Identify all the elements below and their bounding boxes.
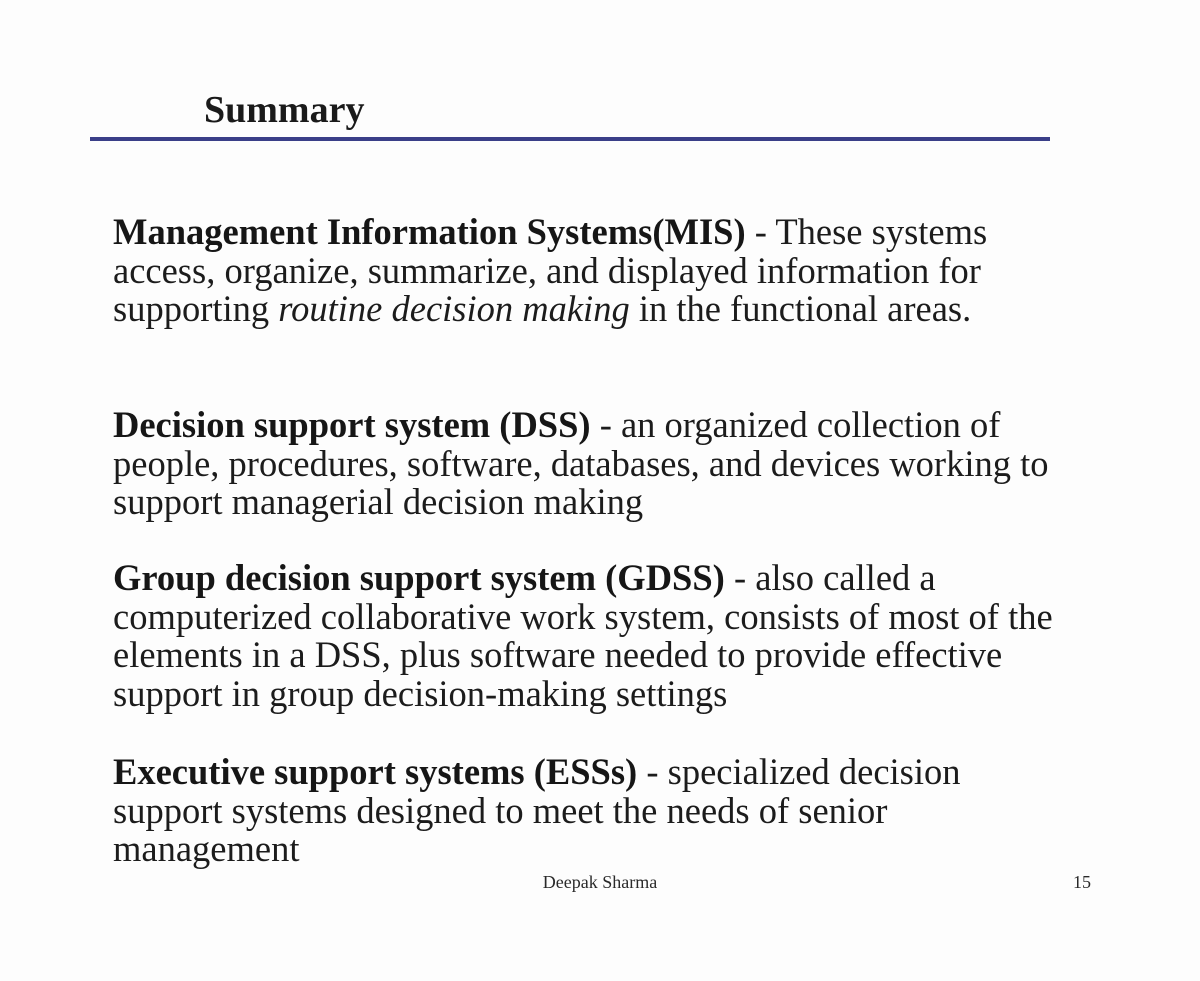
definition-dss-text: - an organized collection of people, procedures, software, databases, and devices working to support managerial decision making	[113, 404, 1049, 522]
summary-item-dss	[113, 406, 1073, 522]
definition-ess-text: - specialized decision support systems designed to meet the needs of senior management	[113, 751, 961, 869]
summary-item-ess	[113, 753, 1073, 869]
title-underline-rule	[90, 137, 1050, 141]
slide-title: Summary	[204, 89, 365, 131]
footer-page-number: 15	[1073, 872, 1091, 892]
definition-mis-text: - These systems access, organize, summarize, and displayed information for supporting	[113, 211, 988, 329]
term-dss: Decision support system (DSS)	[113, 404, 591, 445]
term-ess: Executive support systems (ESSs)	[113, 751, 638, 792]
summary-item-mis	[113, 213, 1073, 329]
term-mis: Management Information Systems(MIS)	[113, 211, 746, 252]
term-gdss: Group decision support system (GDSS)	[113, 557, 725, 598]
definition-mis-text-end: in the functional areas.	[629, 288, 972, 329]
definition-gdss-text: - also called a computerized collaborative work system, consists of most of the elements in a DSS, plus software needed to provide effective support in group decision-making settings	[113, 557, 1053, 714]
summary-item-gdss	[113, 559, 1073, 713]
definition-mis-emphasis: routine decision making	[278, 288, 630, 329]
footer-author: Deepak Sharma	[542, 872, 658, 892]
